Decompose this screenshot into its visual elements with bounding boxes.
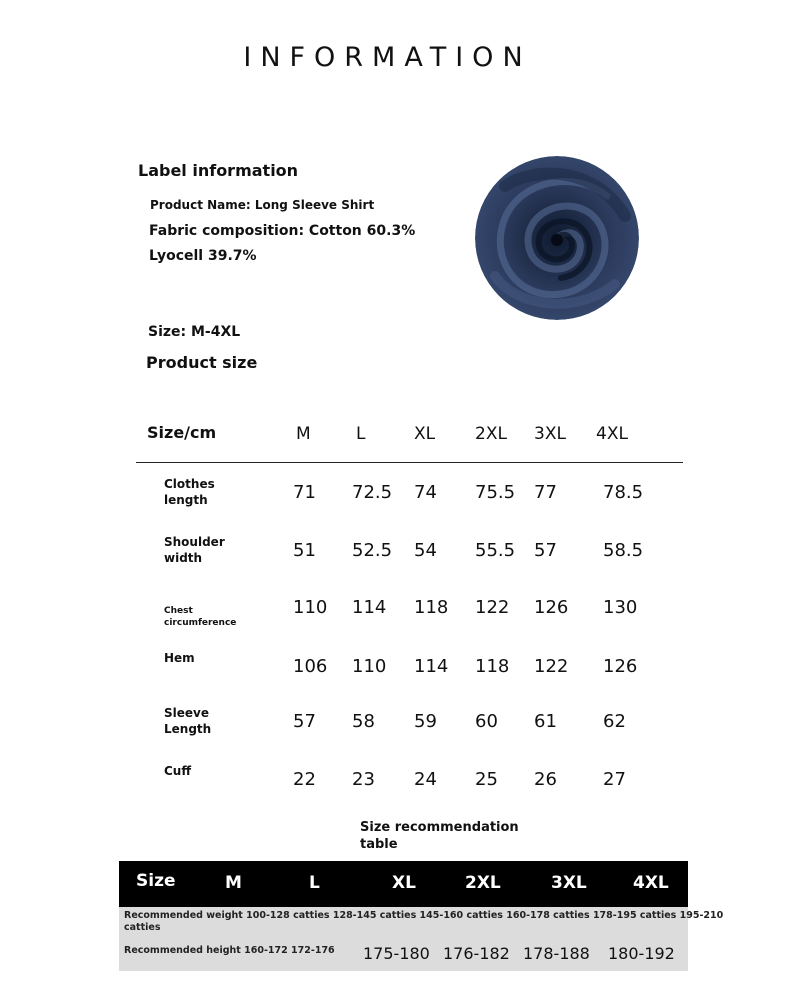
recommended-height-value: 178-188	[523, 944, 590, 963]
table-cell: 25	[475, 769, 498, 790]
size-corner-label: Size/cm	[147, 423, 217, 442]
row-label	[164, 763, 191, 779]
row-label	[164, 534, 225, 566]
recommended-weight-line1: Recommended weight 100-128 catties 128-145 catties 145-160 catties 160-178 catties 178-195 catties 195-210	[124, 910, 724, 921]
recommended-height-value: 176-182	[443, 944, 510, 963]
table-cell: 62	[603, 711, 626, 732]
table-cell: 77	[534, 482, 557, 503]
table-cell: 106	[293, 656, 328, 677]
table-cell: 26	[534, 769, 557, 790]
table-cell: 75.5	[475, 482, 516, 503]
column-header-m: M	[296, 424, 311, 444]
fabric-swatch-image	[475, 156, 639, 320]
table-cell: 122	[534, 656, 569, 677]
row-label-line1: Cuff	[164, 764, 192, 778]
column-header-2xl: 2XL	[475, 424, 507, 444]
table-cell: 74	[414, 482, 437, 503]
table-cell: 118	[475, 656, 510, 677]
table-cell: 126	[534, 597, 569, 618]
row-label-line2: length	[164, 493, 208, 507]
recommendation-header-size: Size	[136, 871, 176, 891]
table-cell: 58.5	[603, 540, 644, 561]
row-label-line1: Shoulder	[164, 535, 225, 549]
table-cell: 72.5	[352, 482, 393, 503]
column-header-3xl: 3XL	[534, 424, 566, 444]
table-cell: 58	[352, 711, 375, 732]
table-cell: 24	[414, 769, 437, 790]
size-range: Size: M-4XL	[148, 324, 241, 340]
recommendation-header-2xl: 2XL	[465, 873, 501, 893]
table-cell: 71	[293, 482, 316, 503]
header-rule	[136, 462, 683, 463]
row-label	[164, 476, 215, 508]
product-size-heading: Product size	[146, 353, 258, 372]
recommended-height-value: 180-192	[608, 944, 675, 963]
table-cell: 110	[293, 597, 328, 618]
row-label-line2: Length	[164, 722, 212, 736]
table-cell: 22	[293, 769, 316, 790]
table-cell: 54	[414, 540, 437, 561]
recommended-weight-line2: catties	[124, 922, 161, 933]
recommendation-title-line1: Size recommendation	[360, 820, 519, 835]
column-header-l: L	[356, 424, 366, 444]
recommended-height-value: 175-180	[363, 944, 430, 963]
table-cell: 60	[475, 711, 498, 732]
row-label-line2: circumference	[164, 618, 237, 628]
table-cell: 126	[603, 656, 638, 677]
row-label-line1: Hem	[164, 651, 195, 665]
table-cell: 110	[352, 656, 387, 677]
row-label-line2: width	[164, 551, 203, 565]
table-cell: 27	[603, 769, 626, 790]
recommendation-header-l: L	[309, 873, 320, 893]
recommendation-title	[360, 819, 520, 853]
table-cell: 59	[414, 711, 437, 732]
column-header-4xl: 4XL	[596, 424, 628, 444]
table-cell: 61	[534, 711, 557, 732]
row-label	[164, 605, 236, 629]
table-cell: 57	[534, 540, 557, 561]
row-label-line1: Clothes	[164, 477, 215, 491]
table-cell: 122	[475, 597, 510, 618]
fabric-composition: Fabric composition: Cotton 60.3%	[149, 223, 416, 239]
row-label	[164, 650, 195, 666]
column-header-xl: XL	[414, 424, 436, 444]
fabric-composition-cont: Lyocell 39.7%	[149, 248, 257, 264]
page-title: INFORMATION	[243, 42, 532, 73]
table-cell: 114	[352, 597, 387, 618]
table-cell: 23	[352, 769, 375, 790]
table-cell: 130	[603, 597, 638, 618]
table-cell: 55.5	[475, 540, 516, 561]
recommendation-header-m: M	[225, 873, 242, 893]
row-label-line1: Sleeve	[164, 706, 209, 720]
table-cell: 57	[293, 711, 316, 732]
label-info-heading: Label information	[138, 161, 299, 180]
recommendation-header-xl: XL	[392, 873, 416, 893]
recommendation-header-4xl: 4XL	[633, 873, 669, 893]
recommendation-header-3xl: 3XL	[551, 873, 587, 893]
table-cell: 52.5	[352, 540, 393, 561]
recommendation-title-line2: table	[360, 837, 398, 852]
table-cell: 51	[293, 540, 316, 561]
table-cell: 78.5	[603, 482, 644, 503]
table-cell: 118	[414, 597, 449, 618]
table-cell: 114	[414, 656, 449, 677]
recommended-height-label: Recommended height 160-172 172-176	[124, 945, 335, 956]
row-label-line1: Chest	[164, 606, 193, 616]
row-label	[164, 705, 211, 737]
product-name: Product Name: Long Sleeve Shirt	[150, 198, 375, 212]
denim-swirl-image	[475, 156, 639, 320]
